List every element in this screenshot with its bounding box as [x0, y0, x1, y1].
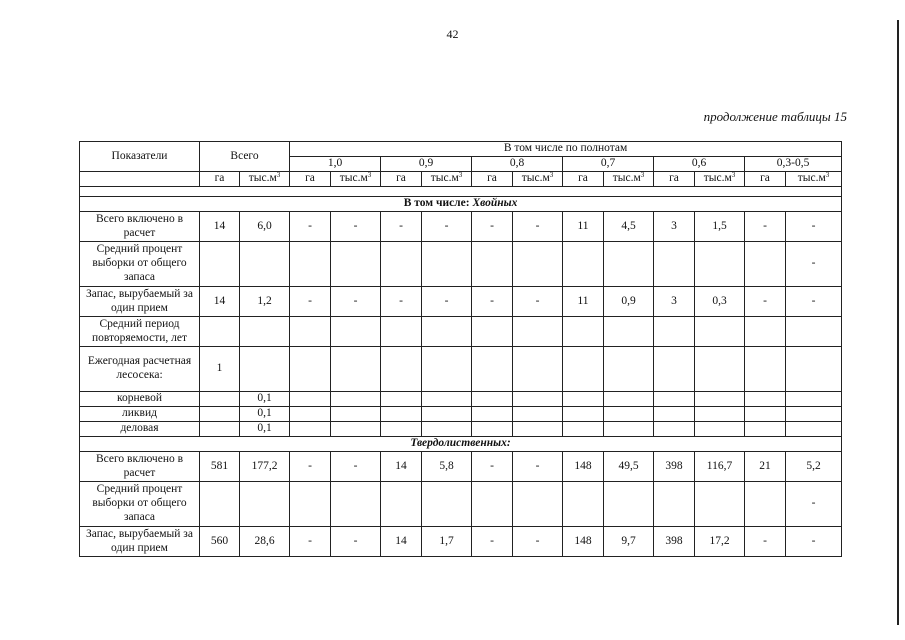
unit-ha: га [290, 172, 331, 187]
table-cell [695, 482, 745, 527]
table-cell: - [513, 212, 563, 242]
row-label: деловая [80, 422, 200, 437]
table-cell: 11 [563, 212, 604, 242]
table-cell: - [290, 212, 331, 242]
table-cell [331, 392, 381, 407]
table-cell [604, 317, 654, 347]
table-cell [472, 347, 513, 392]
table-cell [422, 347, 472, 392]
table-row [80, 452, 842, 482]
table-cell [786, 317, 842, 347]
section-title-name: Твердолиственных: [410, 437, 511, 450]
table-cell: - [786, 242, 842, 287]
row-label: корневой [80, 392, 200, 407]
table-cell [695, 317, 745, 347]
table-cell [240, 347, 290, 392]
section-header-row [80, 437, 842, 452]
table-cell: - [745, 527, 786, 557]
table-row [80, 392, 842, 407]
unit-volume [240, 172, 290, 187]
header-density-3: 0,8 [472, 157, 563, 172]
table-cell [745, 482, 786, 527]
section-header-row [80, 197, 842, 212]
table-row [80, 347, 842, 392]
table-cell: - [513, 287, 563, 317]
table-cell [422, 392, 472, 407]
table-cell [786, 347, 842, 392]
table-cell: - [422, 212, 472, 242]
table-cell [604, 482, 654, 527]
row-label: Всего включено в расчет [80, 452, 200, 482]
table-cell [331, 347, 381, 392]
header-density-4: 0,7 [563, 157, 654, 172]
table-cell [422, 242, 472, 287]
table-cell: - [290, 452, 331, 482]
table-cell [745, 242, 786, 287]
unit-volume [695, 172, 745, 187]
table-cell [331, 317, 381, 347]
table-cell [604, 422, 654, 437]
table-body [80, 142, 842, 557]
table-cell: 5,8 [422, 452, 472, 482]
table-cell [200, 392, 240, 407]
header-indicators: Показатели [80, 142, 200, 172]
unit-volume-base: тыс.м [521, 172, 550, 185]
table-cell [381, 407, 422, 422]
table-cell: - [786, 212, 842, 242]
table-cell: 398 [654, 452, 695, 482]
table-cell: - [745, 212, 786, 242]
table-cell: - [513, 527, 563, 557]
table-cell [654, 242, 695, 287]
table-cell [290, 392, 331, 407]
header-density-1: 1,0 [290, 157, 381, 172]
unit-ha: га [381, 172, 422, 187]
forest-harvest-table [79, 141, 842, 557]
table-cell [513, 482, 563, 527]
table-cell: 148 [563, 452, 604, 482]
table-cell: - [290, 287, 331, 317]
table-cell [240, 317, 290, 347]
table-cell [472, 242, 513, 287]
scan-edge-line [897, 20, 899, 625]
table-cell: - [290, 527, 331, 557]
table-cell [654, 317, 695, 347]
table-cell [745, 347, 786, 392]
header-density-6: 0,3-0,5 [745, 157, 842, 172]
row-label: Ежегодная расчетная лесосека: [80, 347, 200, 392]
table-cell [563, 242, 604, 287]
table-cell [200, 422, 240, 437]
table-row [80, 482, 842, 527]
table-cell: 0,1 [240, 392, 290, 407]
table-cell: - [472, 527, 513, 557]
table-cell [745, 392, 786, 407]
table-cell: 14 [381, 527, 422, 557]
unit-volume-base: тыс.м [248, 172, 277, 185]
table-cell [472, 482, 513, 527]
table-cell [290, 407, 331, 422]
row-label: Всего включено в расчет [80, 212, 200, 242]
unit-volume-base: тыс.м [703, 172, 732, 185]
table-cell [290, 317, 331, 347]
table-cell: 4,5 [604, 212, 654, 242]
unit-volume-exponent: 3 [640, 171, 645, 180]
table-cell [786, 422, 842, 437]
unit-volume-exponent: 3 [731, 171, 736, 180]
table-cell [654, 392, 695, 407]
table-cell: 14 [200, 287, 240, 317]
table-cell: 116,7 [695, 452, 745, 482]
unit-volume-exponent: 3 [276, 171, 281, 180]
table-cell: 0,1 [240, 422, 290, 437]
table-cell: 0,9 [604, 287, 654, 317]
table-cell [695, 242, 745, 287]
table-cell [381, 422, 422, 437]
table-cell [654, 482, 695, 527]
table-cell: - [786, 287, 842, 317]
table-cell [654, 407, 695, 422]
table-cell: - [422, 287, 472, 317]
table-row [80, 212, 842, 242]
table-cell: 3 [654, 212, 695, 242]
table-cell [745, 422, 786, 437]
table-cell: 581 [200, 452, 240, 482]
table-cell: 398 [654, 527, 695, 557]
header-density-5: 0,6 [654, 157, 745, 172]
header-by-density: В том числе по полнотам [290, 142, 842, 157]
table-cell [604, 242, 654, 287]
table-cell [290, 482, 331, 527]
table-cell [745, 407, 786, 422]
table-cell [563, 422, 604, 437]
unit-volume-exponent: 3 [549, 171, 554, 180]
table-cell [422, 317, 472, 347]
table-cell [563, 482, 604, 527]
section-title-prefix: В том числе: [403, 197, 473, 210]
table-cell: - [472, 212, 513, 242]
table-cell: 560 [200, 527, 240, 557]
table-cell: 11 [563, 287, 604, 317]
table-cell: 0,1 [240, 407, 290, 422]
table-cell: 14 [200, 212, 240, 242]
table-cell [381, 347, 422, 392]
unit-volume-base: тыс.м [430, 172, 459, 185]
unit-volume [331, 172, 381, 187]
table-cell [513, 242, 563, 287]
table-cell: 14 [381, 452, 422, 482]
table-cell [200, 242, 240, 287]
table-cell: - [331, 212, 381, 242]
table-cell: 148 [563, 527, 604, 557]
table-cell [331, 482, 381, 527]
table-cell [290, 347, 331, 392]
table-cell [472, 317, 513, 347]
row-label: Запас, вырубаемый за один прием [80, 527, 200, 557]
table-cell: - [745, 287, 786, 317]
table-cell [695, 422, 745, 437]
table-cell [472, 407, 513, 422]
table-cell [422, 407, 472, 422]
table-cell [290, 422, 331, 437]
unit-volume-exponent: 3 [367, 171, 372, 180]
unit-volume [513, 172, 563, 187]
table-cell: - [331, 287, 381, 317]
table-cell [381, 482, 422, 527]
table-cell [563, 347, 604, 392]
table-cell [745, 317, 786, 347]
table-cell: 49,5 [604, 452, 654, 482]
spacer-row [80, 187, 842, 197]
table-continuation-caption: продолжение таблицы 15 [703, 109, 847, 124]
table-cell: - [472, 452, 513, 482]
table-cell: 177,2 [240, 452, 290, 482]
row-label: ликвид [80, 407, 200, 422]
row-label: Средний период повторяемости, лет [80, 317, 200, 347]
table-cell [290, 242, 331, 287]
table-cell [472, 422, 513, 437]
table-cell [786, 392, 842, 407]
section-title [80, 437, 842, 452]
table-cell: - [331, 527, 381, 557]
table-cell [422, 482, 472, 527]
table-cell [381, 392, 422, 407]
section-title [80, 197, 842, 212]
table-cell: - [786, 527, 842, 557]
row-label: Запас, вырубаемый за один прием [80, 287, 200, 317]
table-cell: 21 [745, 452, 786, 482]
table-cell: 28,6 [240, 527, 290, 557]
table-cell: - [513, 452, 563, 482]
row-label: Средний процент выборки от общего запаса [80, 482, 200, 527]
table-cell [331, 407, 381, 422]
table-cell [604, 392, 654, 407]
table-cell [695, 347, 745, 392]
table-cell: 0,3 [695, 287, 745, 317]
table-cell [654, 347, 695, 392]
table-row [80, 527, 842, 557]
table-cell [240, 482, 290, 527]
table-cell [240, 242, 290, 287]
table-row [80, 242, 842, 287]
unit-volume [422, 172, 472, 187]
table-row [80, 287, 842, 317]
table-cell: - [472, 287, 513, 317]
table-row [80, 422, 842, 437]
table-cell [563, 407, 604, 422]
table-cell [513, 347, 563, 392]
table-cell [381, 317, 422, 347]
table-cell [513, 422, 563, 437]
table-cell: - [381, 287, 422, 317]
unit-volume-exponent: 3 [458, 171, 463, 180]
unit-ha: га [654, 172, 695, 187]
table-cell [604, 407, 654, 422]
header-total: Всего [200, 142, 290, 172]
table-cell: 9,7 [604, 527, 654, 557]
table-cell [331, 242, 381, 287]
table-cell [563, 317, 604, 347]
header-density-2: 0,9 [381, 157, 472, 172]
table-cell [200, 317, 240, 347]
table-cell [654, 422, 695, 437]
table-row [80, 407, 842, 422]
table-cell [331, 422, 381, 437]
table-cell: 17,2 [695, 527, 745, 557]
table-cell [786, 407, 842, 422]
page-number: 42 [446, 27, 459, 41]
header-units-row [80, 172, 842, 187]
unit-volume [604, 172, 654, 187]
unit-volume-base: тыс.м [612, 172, 641, 185]
table-cell: 1,7 [422, 527, 472, 557]
header-row-1 [80, 142, 842, 157]
table-cell: - [331, 452, 381, 482]
table-cell: - [786, 482, 842, 527]
unit-volume-exponent: 3 [825, 171, 830, 180]
table-cell: 1,2 [240, 287, 290, 317]
table-cell: 1 [200, 347, 240, 392]
table-cell [472, 392, 513, 407]
unit-volume-base: тыс.м [797, 172, 826, 185]
row-label: Средний процент выборки от общего запаса [80, 242, 200, 287]
table-cell [200, 482, 240, 527]
table-cell [513, 392, 563, 407]
table-cell [200, 407, 240, 422]
table-cell [695, 392, 745, 407]
unit-ha: га [472, 172, 513, 187]
unit-ha: га [200, 172, 240, 187]
table-cell [604, 347, 654, 392]
section-title-name: Хвойных [472, 197, 518, 210]
table-cell [563, 392, 604, 407]
table-cell: - [381, 212, 422, 242]
table-row [80, 317, 842, 347]
table-cell: 5,2 [786, 452, 842, 482]
table-cell [513, 317, 563, 347]
unit-volume [786, 172, 842, 187]
table-cell: 3 [654, 287, 695, 317]
units-row-label-cell [80, 172, 200, 187]
table-cell [422, 422, 472, 437]
table-cell: 6,0 [240, 212, 290, 242]
table-cell [381, 242, 422, 287]
unit-ha: га [563, 172, 604, 187]
unit-ha: га [745, 172, 786, 187]
table-cell [695, 407, 745, 422]
table-cell: 1,5 [695, 212, 745, 242]
unit-volume-base: тыс.м [339, 172, 368, 185]
table-cell [513, 407, 563, 422]
